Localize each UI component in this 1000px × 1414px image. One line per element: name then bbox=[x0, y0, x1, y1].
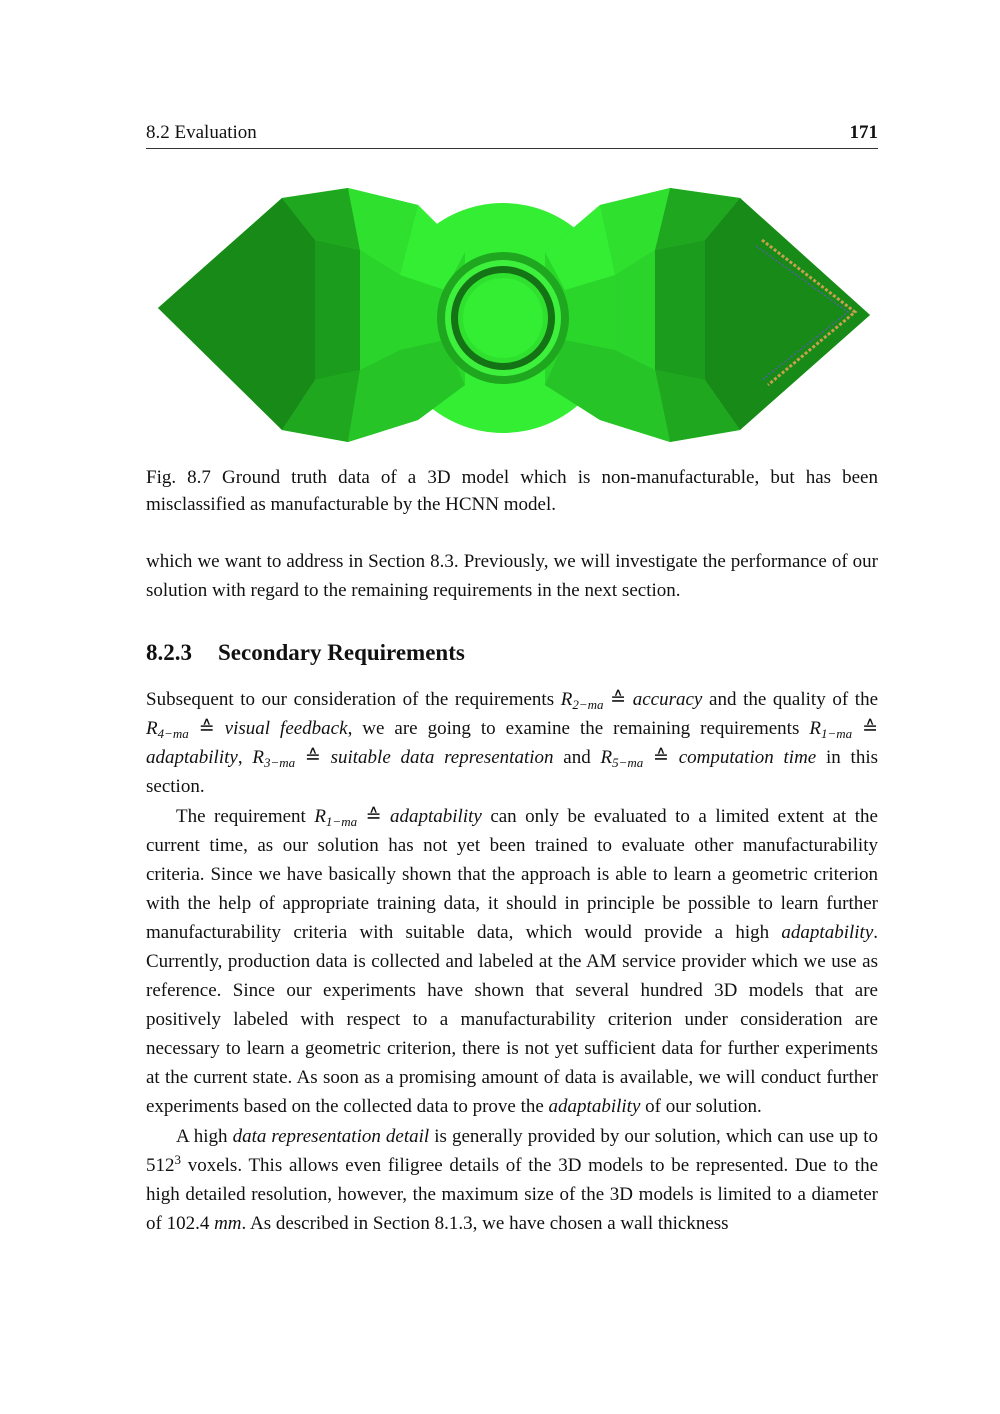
header-section-title: 8.2 Evaluation bbox=[146, 122, 257, 143]
right-wing-facet-c bbox=[655, 240, 705, 380]
section-heading bbox=[146, 640, 878, 666]
section-title: Secondary Requirements bbox=[218, 640, 465, 665]
section-number: 8.2.3 bbox=[146, 640, 192, 665]
paragraph-data-representation: A high data representation detail is generally provided by our solution, which can use up to $512^3$ voxels. This allows even filigree details of the 3D models to be represented. Due to the high detailed resolution, however, the maximum size of the 3D models is limited to a diameter of 102.4 mm. As described in Section 8.1.3, we have chosen a wall thickness bbox=[146, 1126, 879, 1234]
page-number: 171 bbox=[849, 122, 878, 143]
bowtie-model-render bbox=[150, 180, 880, 450]
figure-3d-model bbox=[150, 180, 880, 450]
left-wing-facet-c bbox=[315, 240, 360, 380]
paragraph-requirements-intro: Subsequent to our consideration of the requirements $R_{2-ma}$ ≙ accuracy and the quality of the $R_{4-ma}$ ≙ visual feedback, we are going to examine the remaining requirements $R_{1-ma}$ ≙ adaptability, $R_{3-ma}$ ≙ suitable data representation and $R_{5-ma}$ ≙ computation time in this section. bbox=[146, 689, 879, 797]
running-header bbox=[146, 120, 878, 149]
left-wing-dark-facet bbox=[158, 198, 315, 430]
center-hole bbox=[463, 278, 543, 358]
paragraph-adaptability: The requirement $R_{1-ma}$ ≙ adaptability can only be evaluated to a limited extent at the current time, as our solution has not yet been trained to evaluate other manufacturability criteria. Since we have basically shown that the approach is able to learn a geometric criterion with the help of appropriate training data, it should in principle be possible to learn further manufacturability criteria with suitable data, which would provide a high adaptability. Currently, production data is collected and labeled at the AM service provider which we use as reference. Since our experiments have shown that several hundred 3D models that are positively labeled with respect to a manufacturability criterion under consideration are necessary to learn a geometric criterion, there is not yet sufficient data for further experiments at the current state. As soon as a promising amount of data is available, we will conduct further experiments based on the collected data to prove the adaptability of our solution. bbox=[146, 806, 878, 1117]
figure-caption: Fig. 8.7 Ground truth data of a 3D model which is non-manufacturable, but has been misclassified as manufacturable by the HCNN model. bbox=[146, 467, 878, 515]
paragraph-continuation: which we want to address in Section 8.3. Previously, we will investigate the performance of our solution with regard to the remaining requirements in the next section. bbox=[146, 551, 878, 601]
